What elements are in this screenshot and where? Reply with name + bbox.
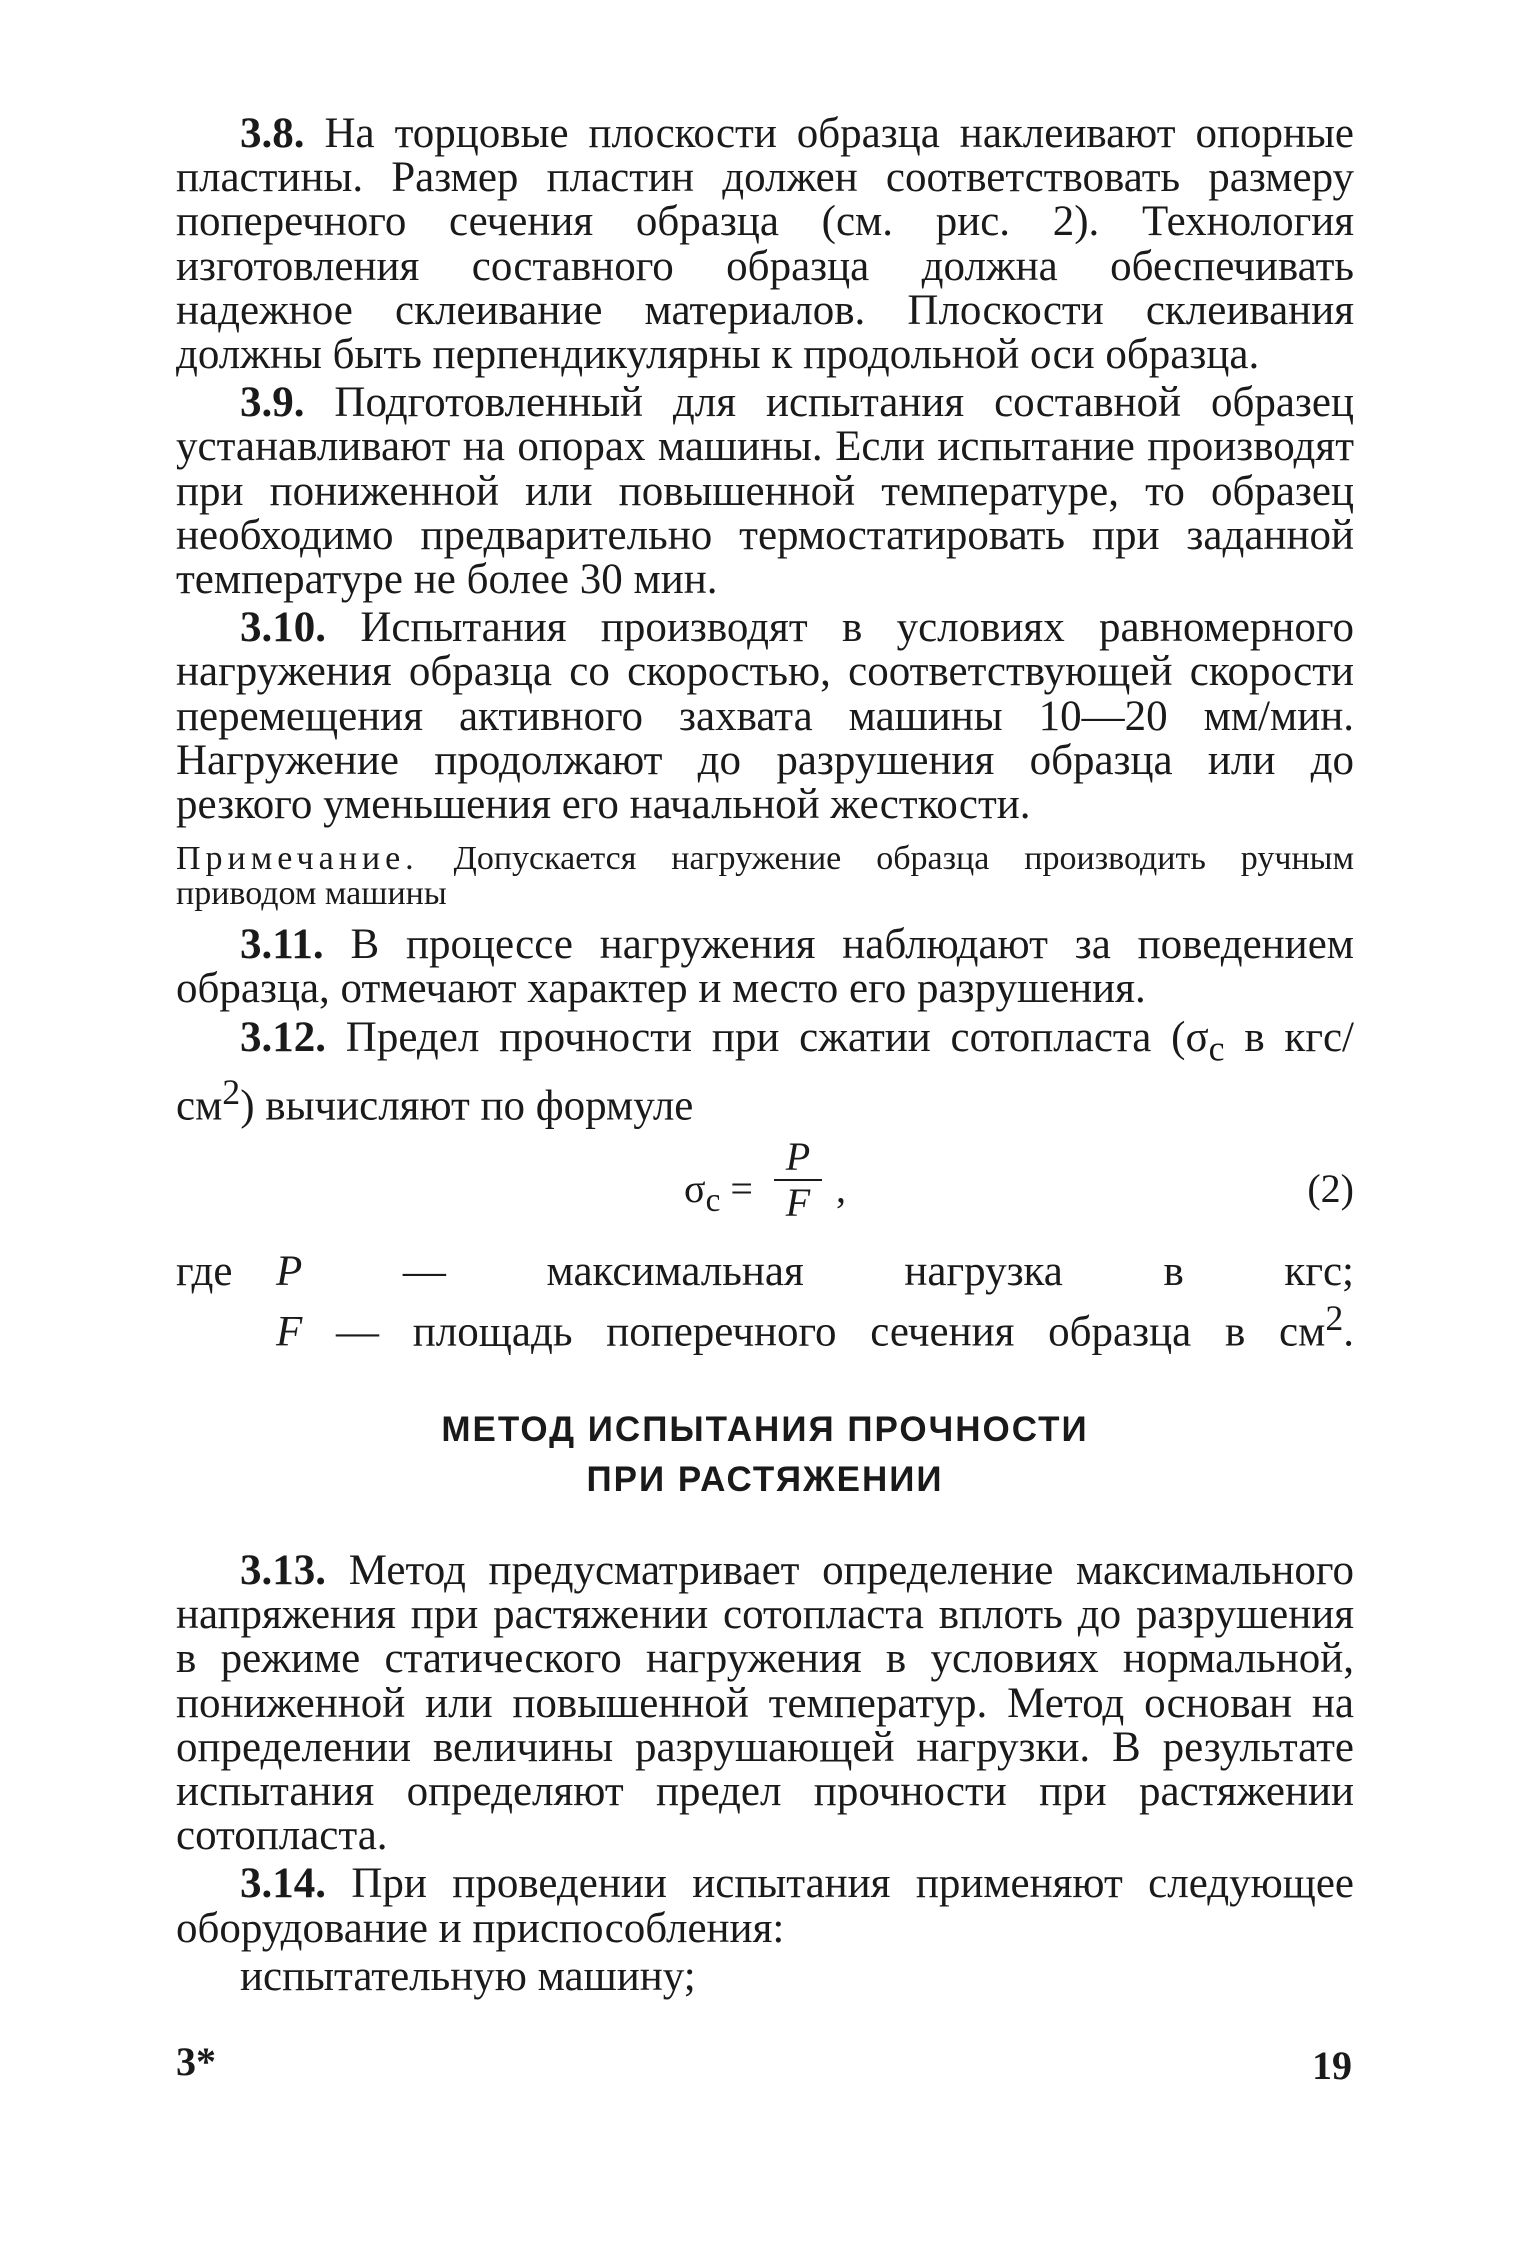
- paragraph-number: 3.9.: [240, 379, 305, 427]
- fraction-denominator: F: [785, 1179, 811, 1225]
- definition-row-f: [176, 1295, 1354, 1356]
- variable-definitions: [176, 1247, 1354, 1356]
- signature-mark: 3*: [176, 2039, 216, 2084]
- paragraph-text: Испытания производят в условиях равномерного нагружения образца со скоростью, соответствующей скорости перемещения активного захвата машины 10—20 мм/мин. Нагружение продолжают до разрушения образца или до резкого уменьшения его начальной жесткости.: [176, 604, 1354, 829]
- definition-row-p: [176, 1249, 1354, 1295]
- page-number: 19: [1312, 2043, 1352, 2088]
- paragraph-text: На торцовые плоскости образца наклеивают опорные пластины. Размер пластин должен соответствовать размеру поперечного сечения образца (см. рис. 2). Технология изготовления составного образца должна обеспечивать надежное склеивание материалов. Плоскости склеивания должны быть перпендикулярны к продольной оси образца.: [176, 110, 1354, 379]
- paragraph-3-11: [176, 923, 1354, 1011]
- paragraph-number: 3.10.: [240, 604, 326, 652]
- paragraph-number: 3.8.: [240, 110, 305, 157]
- variable-symbol: F: [276, 1308, 303, 1356]
- paragraph-number: 3.11.: [240, 921, 324, 969]
- note-text: Допускается нагружение образца производить ручным приводом машины: [176, 840, 1354, 913]
- definition-text: — максимальная нагрузка в кгс;: [302, 1247, 1354, 1295]
- paragraph-text: в кгс/см: [176, 1013, 1354, 1130]
- section-heading: [176, 1405, 1354, 1505]
- unit-superscript: 2: [222, 1072, 241, 1113]
- fraction-numerator: P: [785, 1133, 811, 1179]
- paragraph-text: Подготовленный для испытания составной образец устанавливают на опорах машины. Если испытание производят при пониженной или повышенной температуре, то образец необходимо предварительно термостатировать при заданной температуре не более 30 мин.: [176, 379, 1354, 604]
- paragraph-3-13: [176, 1546, 1354, 1860]
- definition-end: .: [1343, 1308, 1354, 1356]
- where-word: где: [176, 1247, 233, 1295]
- equipment-item: испытательную машину;: [240, 1952, 696, 2000]
- formula-2: [176, 1135, 1354, 1235]
- note: [176, 841, 1354, 911]
- paragraph-text: В процессе нагружения наблюдают за поведением образца, отмечают характер и место его разрушения.: [176, 921, 1354, 1013]
- paragraph-text: Предел прочности при сжатии сотопласта (σ: [326, 1013, 1209, 1061]
- paragraph-text: ) вычисляют по формуле: [240, 1082, 694, 1130]
- paragraph-3-10: [176, 606, 1354, 827]
- fraction: [770, 1135, 826, 1225]
- note-label: Примечание.: [176, 840, 419, 878]
- paragraph-3-9: [176, 381, 1354, 602]
- variable-symbol: P: [276, 1247, 303, 1295]
- section-heading-line-1: МЕТОД ИСПЫТАНИЯ ПРОЧНОСТИ: [441, 1409, 1089, 1449]
- definition-text: — площадь поперечного сечения образца в см: [302, 1308, 1326, 1356]
- unit-superscript: 2: [1325, 1297, 1344, 1338]
- definition-p: [276, 1249, 1354, 1295]
- paragraph-3-8: [176, 112, 1354, 377]
- paragraph-3-14: [176, 1862, 1354, 1950]
- paragraph-number: 3.14.: [240, 1860, 326, 1908]
- paragraph-text: При проведении испытания применяют следующее оборудование и приспособления:: [176, 1860, 1354, 1952]
- paragraph-text: Метод предусматривает определение максимального напряжения при растяжении сотопласта вплоть до разрушения в режиме статического нагружения в условиях нормальной, пониженной или повышенной температур. Метод основан на определении величины разрушающей нагрузки. В результате испытания определяют предел прочности при растяжении сотопласта.: [176, 1546, 1354, 1860]
- equals-sign: =: [720, 1165, 753, 1211]
- formula-lhs: [684, 1165, 753, 1220]
- formula-number: (2): [1307, 1165, 1354, 1211]
- definition-f: [276, 1295, 1354, 1355]
- section-heading-line-2: ПРИ РАСТЯЖЕНИИ: [586, 1459, 944, 1499]
- sigma-symbol: σ: [684, 1165, 706, 1211]
- sigma-subscript: с: [705, 1181, 721, 1219]
- paragraph-number: 3.13.: [240, 1546, 326, 1594]
- formula-comma: ,: [836, 1165, 846, 1211]
- paragraph-number: 3.12.: [240, 1013, 326, 1061]
- sigma-subscript: с: [1208, 1028, 1225, 1069]
- paragraph-3-12: [176, 1013, 1354, 1130]
- page-body: [176, 112, 1354, 1999]
